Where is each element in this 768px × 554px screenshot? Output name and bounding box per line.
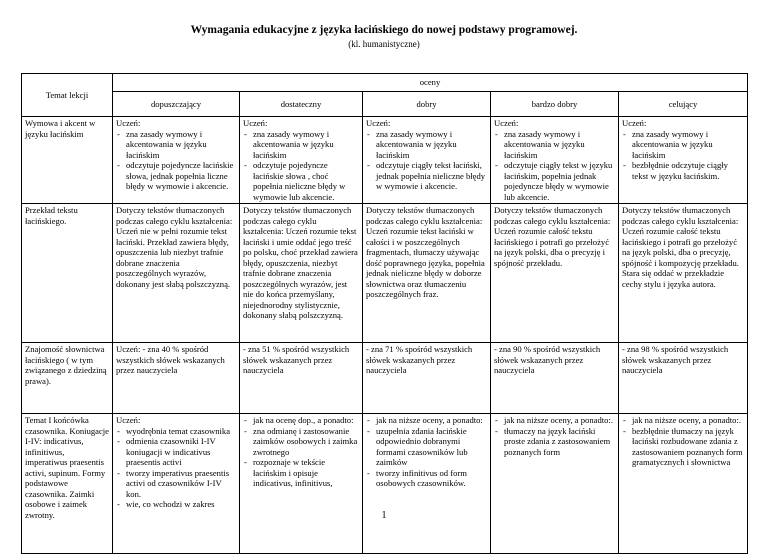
requirement-item: - tworzy infinitivus od form osobowych czasowników. — [376, 468, 487, 489]
requirement-item: - rozpoznaje w tekście łacińskim i opisuje indicativus, infinitivus, — [253, 457, 359, 489]
grade-header-4: celujący — [619, 92, 748, 117]
requirement-cell — [491, 414, 619, 554]
requirement-cell — [240, 343, 363, 414]
topic-cell: Wymowa i akcent w języku łacińskim — [22, 117, 113, 204]
requirement-cell — [491, 117, 619, 204]
requirement-item: - zna zasady wymowy i akcentowania w języku łacińskim — [253, 129, 359, 161]
requirement-cell — [619, 414, 748, 554]
topic-cell: Znajomość słownictwa łacińskiego ( w tym związanego z dziedziną prawa). — [22, 343, 113, 414]
grades-header: oceny — [113, 74, 748, 92]
requirement-intro: Uczeń: — [116, 415, 141, 425]
requirement-cell — [113, 343, 240, 414]
requirement-cell — [113, 204, 240, 343]
table-row — [22, 117, 748, 204]
requirement-intro: Uczeń: — [366, 118, 391, 128]
requirement-cell — [363, 414, 491, 554]
topic-cell: Temat I końcówka czasownika. Koniugacje I-IV: indicativus, infinitiwus, imperatiwus praesentis activi, supinum. Formy podstawowe czasownika. Zaimki osobowe i zaimek zwrotny. — [22, 414, 113, 554]
requirement-item: - zna zasady wymowy i akcentowania w języku łacińskim — [504, 129, 615, 161]
requirement-item: - odczytuje pojedyncze łacińskie słowa , choć popełnia nieliczne błędy w wymowie lub akcencie. — [253, 160, 359, 202]
document-subtitle: (kl. humanistyczne) — [348, 39, 420, 49]
topic-cell: Przekład tekstu łacińskiego. — [22, 204, 113, 343]
requirement-item: - jak na ocenę dop., a ponadto: — [253, 415, 359, 426]
requirement-list — [494, 129, 615, 203]
requirement-list — [116, 426, 236, 510]
requirement-cell — [619, 204, 748, 343]
requirement-cell — [363, 204, 491, 343]
requirement-item: - wyodrębnia temat czasownika — [126, 426, 236, 437]
requirements-table — [21, 73, 748, 554]
grade-header-0: dopuszczający — [113, 92, 240, 117]
page-number: 1 — [381, 510, 387, 521]
requirement-text: Dotyczy tekstów tłumaczonych podczas całego cyklu kształcenia: Uczeń rozumie całość tekstu łacińskiego i potrafi go przełożyć na język polski, dba o precyzję, spójność i kompozycję przekładu. Stara się oddać w przekładzie cechy stylu i języka autora. — [622, 205, 739, 289]
document-title: Wymagania edukacyjne z języka łacińskiego do nowej podstawy programowej. — [190, 24, 578, 36]
requirement-cell — [113, 414, 240, 554]
requirement-cell — [619, 117, 748, 204]
requirement-list — [116, 129, 236, 192]
table-row — [22, 414, 748, 554]
requirement-text: Dotyczy tekstów tłumaczonych podczas całego cyklu kształcenia: Uczeń rozumie tekst łaciński w całości i w poszczególnych fragmentach, tłumaczy używając dość poprawnego języka, popełnia jednak nieliczne błędy w doborze słownictwa oraz tłumaczeniu poszczególnych fraz. — [366, 205, 485, 299]
table-row — [22, 204, 748, 343]
requirement-item: - bezbłędnie tłumaczy na język łaciński rozbudowane zdania z zastosowaniem poznanych form gramatycznych i słownictwa — [632, 426, 744, 468]
requirement-cell — [619, 343, 748, 414]
requirement-text: - zna 51 % spośród wszystkich słówek wskazanych przez nauczyciela — [243, 344, 350, 375]
requirement-text: - zna 71 % spośród wszystkich słówek wskazanych przez nauczyciela — [366, 344, 473, 375]
requirement-item: - zna odmianę i zastosowanie zaimków osobowych i zaimka zwrotnego — [253, 426, 359, 458]
requirement-item: - jak na niższe oceny, a ponadto:. — [504, 415, 615, 426]
requirement-item: - wie, co wchodzi w zakres — [126, 499, 236, 510]
requirement-cell — [240, 414, 363, 554]
requirement-item: - zna zasady wymowy i akcentowania w języku łacińskim — [126, 129, 236, 161]
requirement-cell — [363, 117, 491, 204]
requirement-item: - jak na niższe oceny, a ponadto:. — [632, 415, 744, 426]
requirement-list — [243, 129, 359, 203]
requirement-list — [366, 415, 487, 489]
requirement-cell — [240, 117, 363, 204]
grade-names-row — [22, 92, 748, 117]
requirement-cell — [240, 204, 363, 343]
requirement-text: - zna 98 % spośród wszystkich słówek wskazanych przez nauczyciela — [622, 344, 729, 375]
requirement-cell — [491, 204, 619, 343]
grade-header-2: dobry — [363, 92, 491, 117]
requirement-item: - zna zasady wymowy i akcentowania w języku łacińskim — [632, 129, 744, 161]
requirement-intro: Uczeń: — [243, 118, 268, 128]
grade-header-1: dostateczny — [240, 92, 363, 117]
requirement-item: - odczytuje pojedyncze łacińskie słowa, jednak popełnia liczne błędy w wymowie i akcencie. — [126, 160, 236, 192]
requirement-list — [494, 415, 615, 457]
requirement-cell — [113, 117, 240, 204]
requirement-text: Dotyczy tekstów tłumaczonych podczas całego cyklu kształcenia: Uczeń rozumie całość tekstu łacińskiego i potrafi go przełożyć na język polski, dba o precyzję i spójność przekładu. — [494, 205, 611, 268]
topic-header: Temat lekcji — [22, 74, 113, 117]
requirement-item: - zna zasady wymowy i akcentowania w języku łacińskim — [376, 129, 487, 161]
requirement-cell — [491, 343, 619, 414]
requirement-item: - odczytuje ciągły tekst w języku łacińskim, popełnia jednak pojedyncze błędy w wymowie lub akcencie. — [504, 160, 615, 202]
requirement-list — [243, 415, 359, 489]
requirement-item: - bezbłędnie odczytuje ciągły tekst w języku łacińskim. — [632, 160, 744, 181]
requirement-list — [366, 129, 487, 192]
requirement-intro: Uczeń: — [116, 118, 141, 128]
requirement-text: Dotyczy tekstów tłumaczonych podczas całego cyklu kształcenia: Uczeń nie w pełni rozumie tekst łaciński. Przekład zawiera błędy, opuszczenia lub niezbyt trafnie dobrane znaczenia poszczególnych wyrazów, dokonany jest słabą polszczyzną. — [116, 205, 233, 289]
requirement-text: Dotyczy tekstów tłumaczonych podczas całego cyklu kształcenia: Uczeń rozumie tekst łaciński i umie oddać jego treść po polsku, choć przekład zawiera błędy, opuszczenia, niezbyt trafnie dobrane znaczenia poszczególnych wyrazów, jest nie do końca przemyślany, niejednorodny stylistycznie, dokonany słabą polszczyzną. — [243, 205, 358, 320]
requirement-item: - tworzy imperativus praesentis activi od czasowników I-IV kon. — [126, 468, 236, 500]
requirement-item: - tłumaczy na język łaciński proste zdania z zastosowaniem poznanych form — [504, 426, 615, 458]
requirement-cell — [363, 343, 491, 414]
grade-header-3: bardzo dobry — [491, 92, 619, 117]
requirement-text: Uczeń: - zna 40 % spośród wszystkich słówek wskazanych przez nauczyciela — [116, 344, 225, 375]
requirement-item: - uzupełnia zdania łacińskie odpowiednio dobranymi formami czasowników lub zaimków — [376, 426, 487, 468]
requirement-list — [622, 415, 744, 468]
requirement-item: - odczytuje ciągły tekst łaciński, jednak popełnia nieliczne błędy w wymowie i akcencie. — [376, 160, 487, 192]
requirement-item: - jak na niższe oceny, a ponadto: — [376, 415, 487, 426]
requirement-item: - odmienia czasowniki I-IV koniugacji w indicativus praesentis activi — [126, 436, 236, 468]
requirement-intro: Uczeń: — [494, 118, 519, 128]
requirement-list — [622, 129, 744, 182]
table-row — [22, 343, 748, 414]
requirement-text: - zna 90 % spośród wszystkich słówek wskazanych przez nauczyciela — [494, 344, 601, 375]
requirement-intro: Uczeń: — [622, 118, 647, 128]
